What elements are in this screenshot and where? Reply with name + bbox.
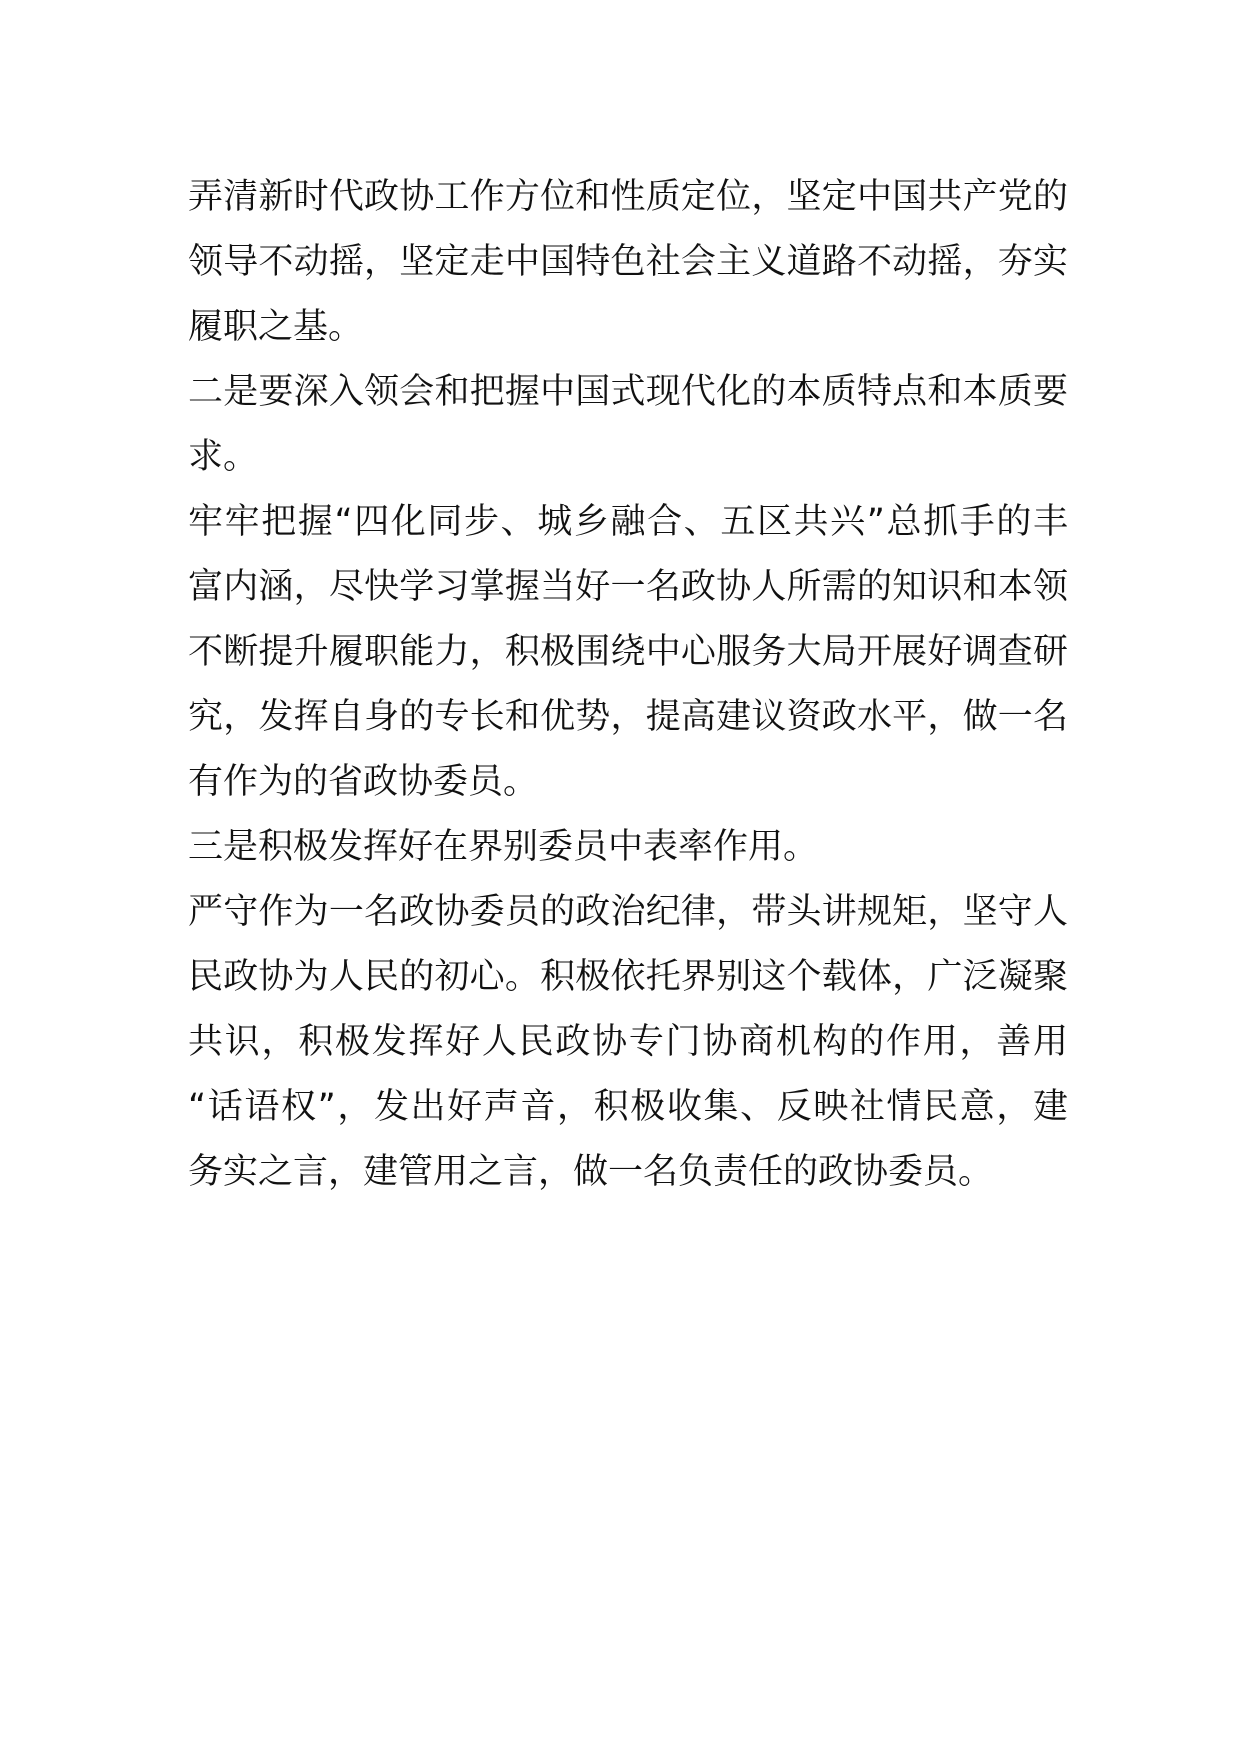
- section-heading-line: 二是要深入领会和把握中国式现代化的本质特点和本质要: [188, 372, 1068, 412]
- text-line: 领导不动摇，坚定走中国特色社会主义道路不动摇，夯实: [188, 242, 1068, 282]
- text-line: 富内涵，尽快学习掌握当好一名政协人所需的知识和本领: [188, 567, 1068, 607]
- text-line: 不断提升履职能力，积极围绕中心服务大局开展好调查研: [188, 632, 1068, 672]
- text-line: 严守作为一名政协委员的政治纪律，带头讲规矩，坚守人: [188, 892, 1068, 932]
- text-line: 共识，积极发挥好人民政协专门协商机构的作用，善用: [188, 1022, 1068, 1062]
- text-line: 履职之基。: [188, 307, 364, 347]
- text-line: 究，发挥自身的专长和优势，提高建议资政水平，做一名: [188, 697, 1068, 737]
- section-heading-line: 三是积极发挥好在界别委员中表率作用。: [188, 827, 819, 867]
- document-body: [188, 165, 1068, 1205]
- text-line: 民政协为人民的初心。积极依托界别这个载体，广泛凝聚: [188, 957, 1068, 997]
- section-heading-line: 求。: [188, 437, 259, 477]
- text-line: 务实之言，建管用之言，做一名负责任的政协委员。: [188, 1152, 994, 1192]
- text-line: “话语权”，发出好声音，积极收集、反映社情民意，建: [188, 1087, 1068, 1127]
- text-line: 有作为的省政协委员。: [188, 762, 539, 802]
- text-line: 牢牢把握“四化同步、城乡融合、五区共兴”总抓手的丰: [188, 502, 1068, 542]
- text-line: 弄清新时代政协工作方位和性质定位，坚定中国共产党的: [188, 177, 1068, 217]
